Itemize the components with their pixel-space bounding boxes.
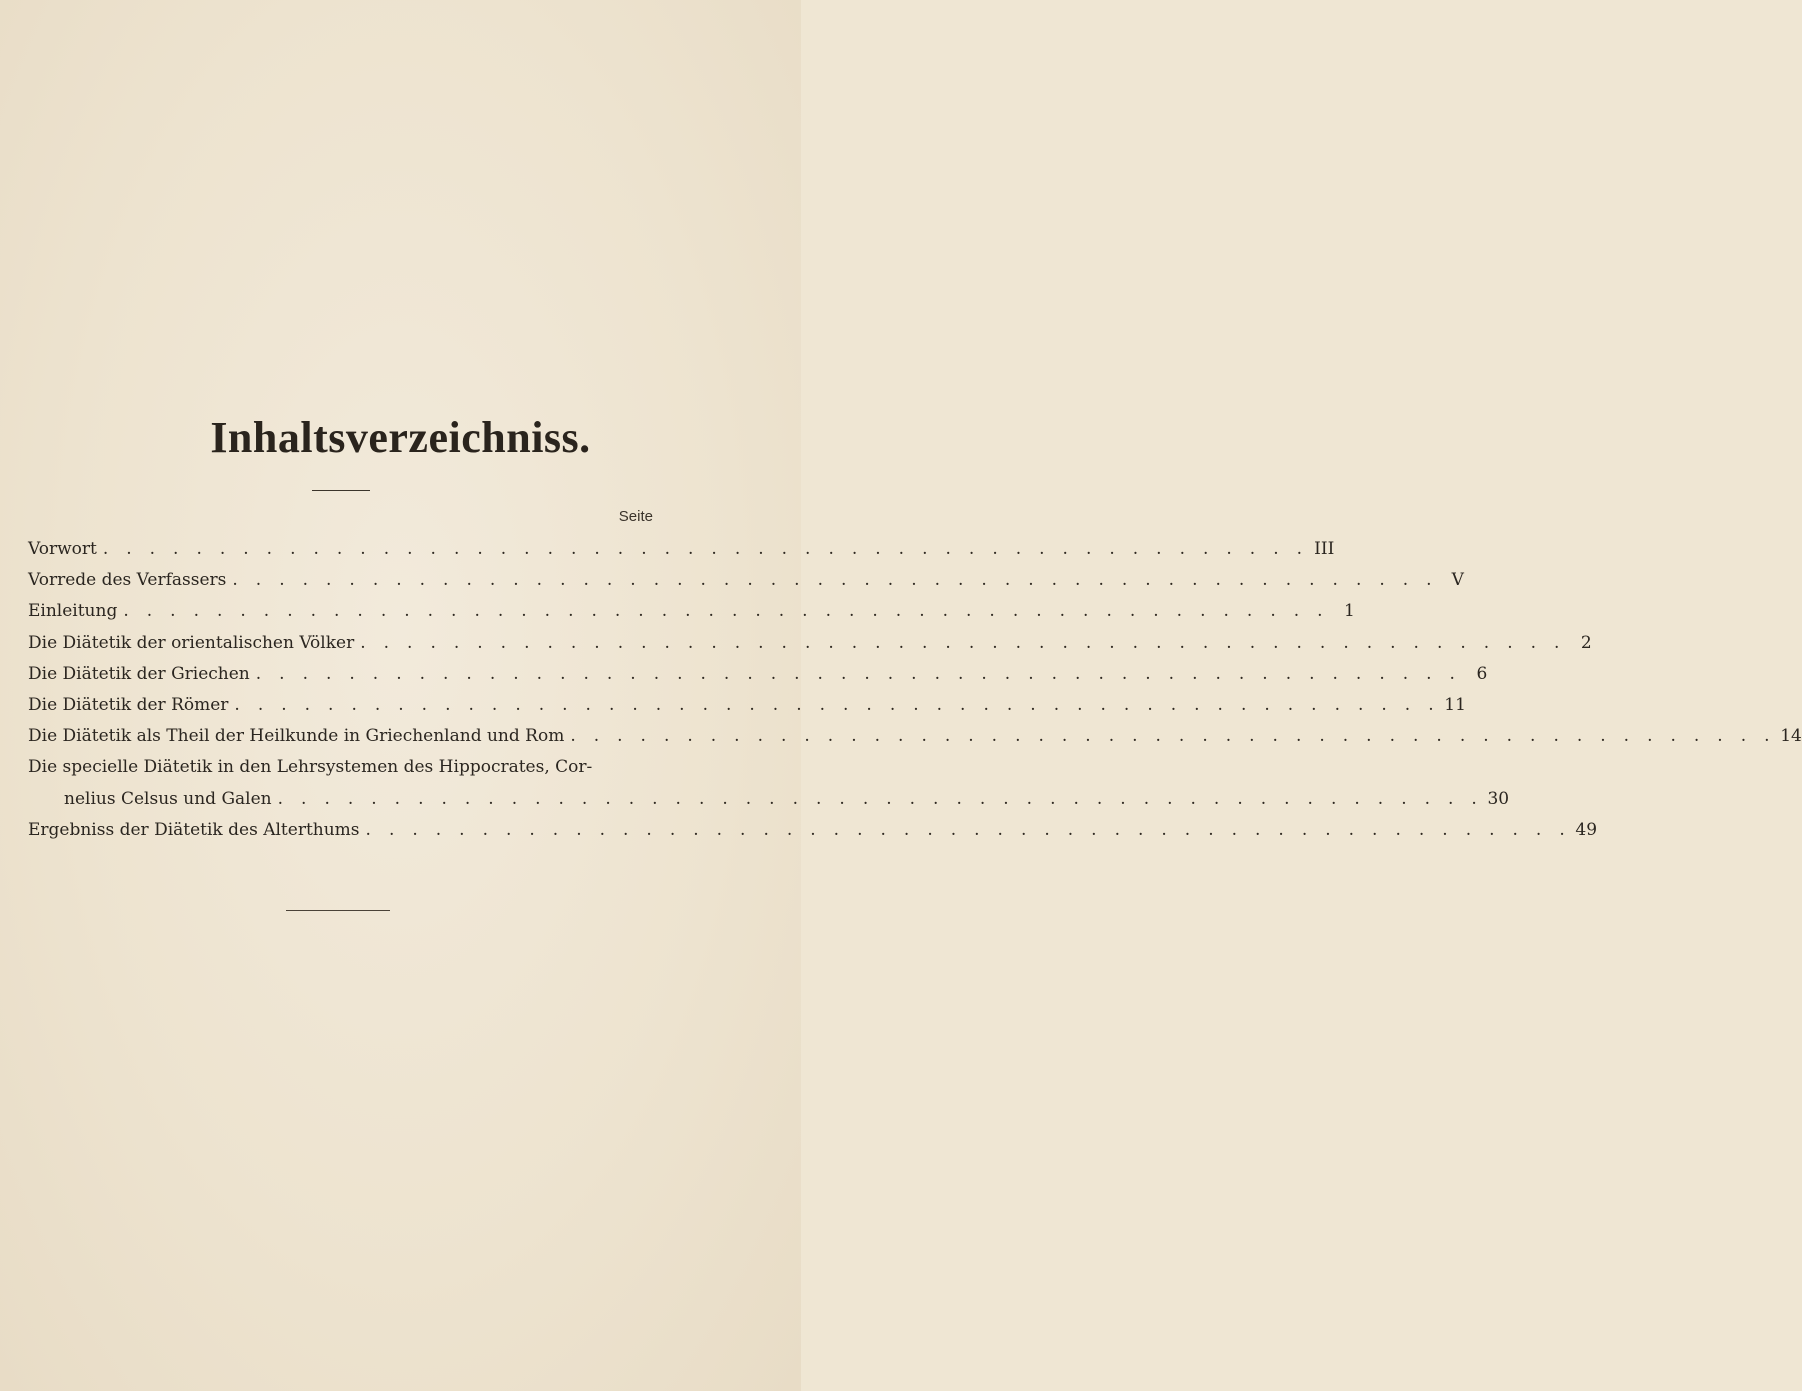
toc-entry-page: V	[1451, 570, 1464, 591]
toc-entry[interactable]	[28, 659, 1488, 690]
toc-entry-page: 2	[1580, 632, 1592, 653]
toc-entry-page: III	[1314, 539, 1335, 559]
leader-dots: . . . . . . . . . . . . . . . . . . . . . . . . . . . . . . . . . . . . . . . . . . . . . . . . . . . .	[102, 539, 1309, 559]
toc-entry-label: Vorwort	[28, 539, 97, 559]
title-divider	[312, 490, 370, 491]
toc-entry-label: Die Diätetik der Griechen	[28, 663, 250, 684]
page-column-header: Seite	[618, 508, 653, 525]
page-title: Inhaltsverzeichniss.	[210, 413, 591, 462]
toc-entry-page: 30	[1487, 788, 1510, 809]
toc-entry-continuation[interactable]	[28, 784, 1510, 815]
toc-entry[interactable]	[28, 815, 1598, 846]
toc-entry-label: Die Diätetik als Theil der Heilkunde in Griechenland und Rom	[28, 726, 565, 747]
leader-dots: . . . . . . . . . . . . . . . . . . . . . . . . . . . . . . . . . . . . . . . . . . . . . . . . . . . .	[277, 788, 1484, 809]
leader-dots: . . . . . . . . . . . . . . . . . . . . . . . . . . . . . . . . . . . . . . . . . . . . . . . . . . . .	[365, 819, 1572, 840]
toc-entry-label-line1: Die specielle Diätetik in den Lehrsystemen des Hippocrates, Cor-	[28, 757, 593, 778]
toc-entry-page: 14	[1780, 726, 1802, 747]
leader-dots: . . . . . . . . . . . . . . . . . . . . . . . . . . . . . . . . . . . . . . . . . . . . . . . . . . . .	[123, 601, 1329, 622]
toc-entry-label-line2: nelius Celsus und Galen	[64, 788, 272, 809]
leader-dots: . . . . . . . . . . . . . . . . . . . . . . . . . . . . . . . . . . . . . . . . . . . . . . . . . . . .	[255, 663, 1462, 684]
toc-entry-page: 1	[1344, 601, 1355, 622]
toc-entry[interactable]	[28, 752, 654, 783]
closing-divider	[286, 910, 390, 911]
table-of-contents	[28, 534, 1802, 846]
toc-entry-label: Die Diätetik der orientalischen Völker	[28, 632, 355, 653]
toc-entry-page: 11	[1444, 694, 1466, 715]
toc-entry[interactable]	[28, 565, 1464, 596]
toc-entry[interactable]	[28, 690, 1466, 721]
toc-entry-label: Vorrede des Verfassers	[28, 570, 227, 591]
toc-entry-label: Einleitung	[28, 601, 118, 622]
toc-entry-page: 6	[1476, 663, 1488, 684]
toc-entry[interactable]	[28, 596, 1355, 627]
leader-dots: . . . . . . . . . . . . . . . . . . . . . . . . . . . . . . . . . . . . . . . . . . . . . . . . . . . .	[360, 632, 1566, 653]
toc-entry-page: 49	[1575, 819, 1598, 840]
leader-dots: . . . . . . . . . . . . . . . . . . . . . . . . . . . . . . . . . . . . . . . . . . . . . . . . . . . .	[232, 570, 1438, 591]
leader-dots: . . . . . . . . . . . . . . . . . . . . . . . . . . . . . . . . . . . . . . . . . . . . . . . . . . . .	[570, 726, 1776, 747]
toc-entry-label: Die Diätetik der Römer	[28, 694, 229, 715]
leader-dots: . . . . . . . . . . . . . . . . . . . . . . . . . . . . . . . . . . . . . . . . . . . . . . . . . . . .	[234, 694, 1440, 715]
toc-entry[interactable]	[28, 628, 1592, 659]
toc-entry-label: Ergebniss der Diätetik des Alterthums	[28, 819, 360, 840]
toc-entry[interactable]	[28, 534, 1335, 565]
toc-entry[interactable]	[28, 721, 1802, 752]
